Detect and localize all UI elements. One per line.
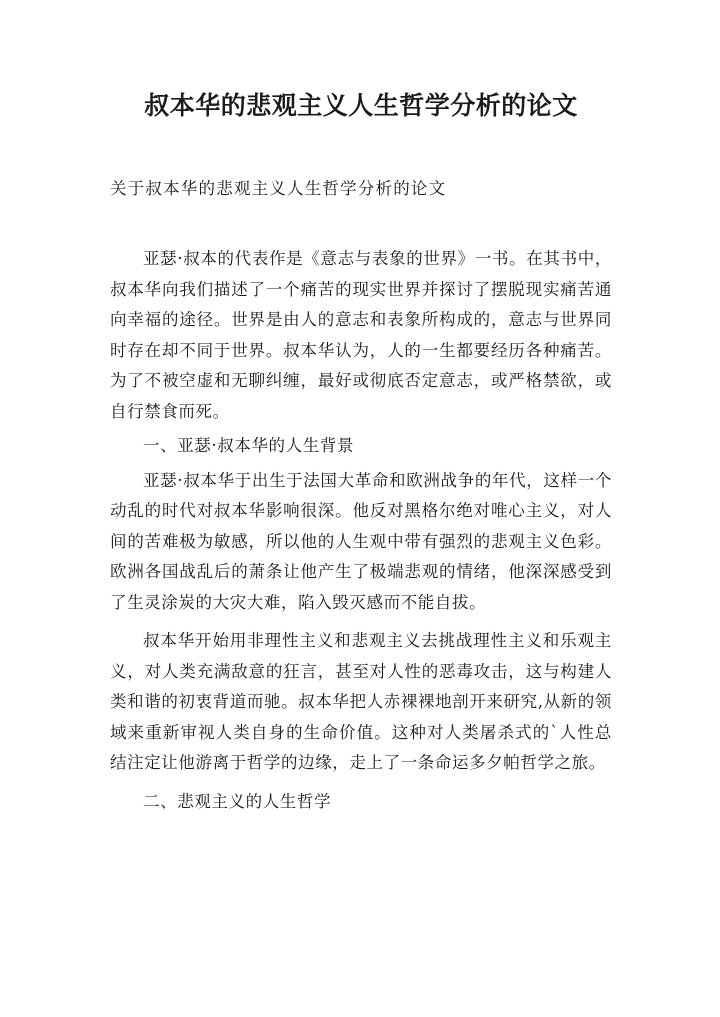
paragraph-background: 亚瑟·叔本华于出生于法国大革命和欧洲战争的年代，这样一个动乱的时代对叔本华影响很深。他反对黑格尔绝对唯心主义，对人间的苦难极为敏感，所以他的人生观中带有强烈的悲观主义色彩。欧洲各国战乱后的萧条让他产生了极端悲观的情绪，他深深感受到了生灵涂炭的大灾大难，陷入毁灭感而不能自拔。	[110, 470, 612, 612]
section-heading-2: 二、悲观主义的人生哲学	[143, 791, 332, 811]
paragraph-intro: 亚瑟·叔本的代表作是《意志与表象的世界》一书。在其书中，叔本华向我们描述了一个痛苦的现实世界并探讨了摆脱现实痛苦通向幸福的途径。世界是由人的意志和表象所构成的，意志与世界同时存在却不同于世界。叔本华认为，人的一生都要经历各种痛苦。为了不被空虚和无聊纠缠，最好或彻底否定意志，或严格禁欲，或自行禁食而死。	[110, 249, 612, 421]
section-heading-1: 一、亚瑟·叔本华的人生背景	[143, 436, 355, 455]
document-subtitle: 关于叔本华的悲观主义人生哲学分析的论文	[110, 179, 447, 198]
document-title: 叔本华的悲观主义人生哲学分析的论文	[144, 91, 578, 120]
paragraph-irrationalism: 叔本华开始用非理性主义和悲观主义去挑战理性主义和乐观主义，对人类充满敌意的狂言，甚至对人性的恶毒攻击，这与构建人类和谐的初衷背道而驰。叔本华把人赤裸裸地剖开来研究,从新的领域来重新审视人类自身的生命价值。这种对人类屠杀式的`人性总结注定让他游离于哲学的边缘，走上了一条命运多夕帕哲学之旅。	[110, 631, 612, 772]
document-body	[110, 244, 612, 817]
